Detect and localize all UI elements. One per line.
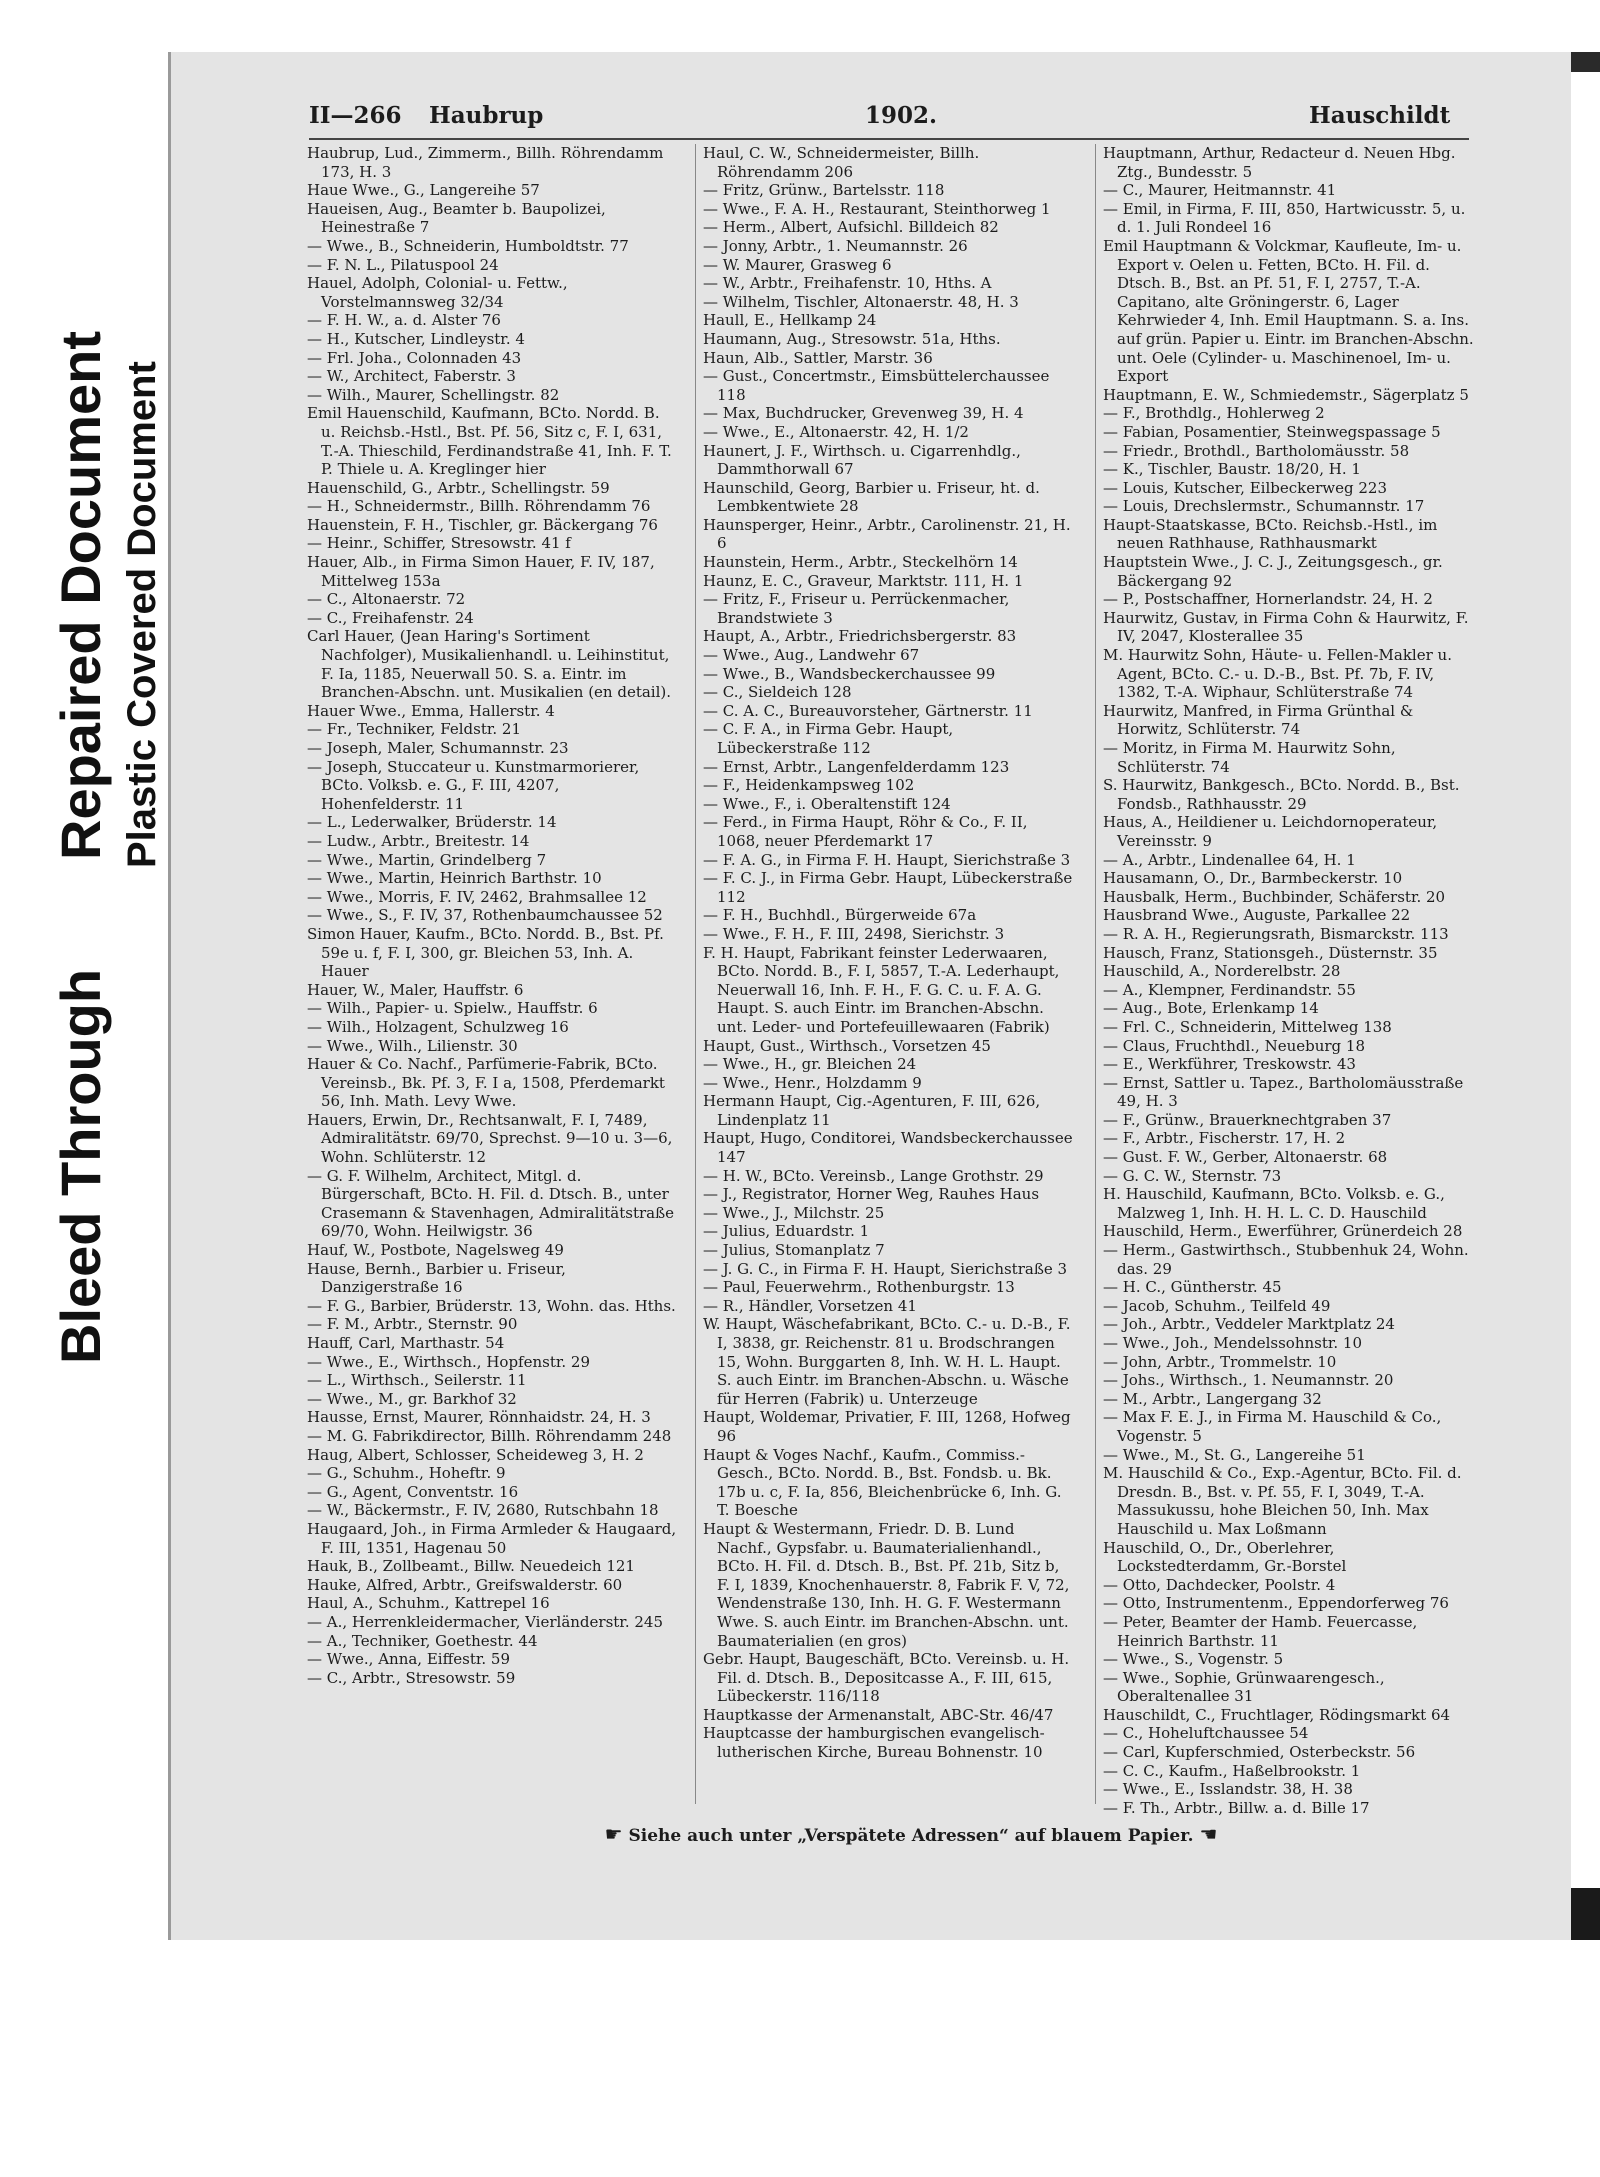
directory-entry: — F. Th., Arbtr., Billw. a. d. Bille 17 bbox=[1103, 1798, 1370, 1817]
directory-entry: — Fritz, Grünw., Bartelsstr. 118 bbox=[703, 181, 945, 200]
directory-entry: Hauf, W., Postbote, Nagelsweg 49 bbox=[307, 1241, 564, 1260]
directory-entry: — M., Arbtr., Langergang 32 bbox=[1103, 1389, 1322, 1408]
directory-entry: Hauer & Co. Nachf., Parfümerie-Fabrik, BCto. Vereinsb., Bk. Pf. 3, F. I a, 1508, Pferdemarkt 56, Inh. Math. Levy Wwe. bbox=[307, 1055, 665, 1111]
directory-entry: — F. C. J., in Firma Gebr. Haupt, Lübeckerstraße 112 bbox=[703, 869, 1073, 906]
directory-entry: — R. A. H., Regierungsrath, Bismarckstr. 113 bbox=[1103, 924, 1449, 943]
pointing-hand-icon: ☛ bbox=[604, 1822, 623, 1846]
directory-entry: — F., Grünw., Brauerknechtgraben 37 bbox=[1103, 1110, 1392, 1129]
column-divider bbox=[695, 144, 696, 1804]
directory-entry: F. H. Haupt, Fabrikant feinster Lederwaaren, BCto. Nordd. B., F. I, 5857, T.-A. Lederhaupt, Neuerwall 16, Inh. F. H., F. G. C. u. F. A. G. Haupt. S. auch Eintr. im Branchen-Abschn. unt. Leder- und Portefeuillewaaren (Fabrik) bbox=[703, 943, 1060, 1036]
page-number: II—266 bbox=[309, 102, 402, 129]
directory-entry: Haueisen, Aug., Beamter b. Baupolizei, Heinestraße 7 bbox=[307, 199, 606, 237]
directory-entry: — F., Heidenkampsweg 102 bbox=[703, 776, 915, 795]
directory-entry: — Ernst, Sattler u. Tapez., Bartholomäusstraße 49, H. 3 bbox=[1103, 1073, 1464, 1111]
directory-entry: Hauptcasse der hamburgischen evangelisch-lutherischen Kirche, Bureau Bohnenstr. 10 bbox=[703, 1724, 1045, 1762]
directory-entry: — C. C., Kaufm., Haßelbrookstr. 1 bbox=[1103, 1761, 1361, 1780]
directory-entry: Haug, Albert, Schlosser, Scheideweg 3, H. 2 bbox=[307, 1445, 644, 1464]
directory-entry: Haue Wwe., G., Langereihe 57 bbox=[307, 181, 540, 200]
directory-entry: — H. W., BCto. Vereinsb., Lange Grothstr. 29 bbox=[703, 1166, 1044, 1185]
directory-entry: — C. F. A., in Firma Gebr. Haupt, Lübeckerstraße 112 bbox=[703, 720, 954, 757]
directory-entry: — F. A. G., in Firma F. H. Haupt, Sierichstraße 3 bbox=[703, 850, 1071, 869]
directory-entry: Hauke, Alfred, Arbtr., Greifswalderstr. 60 bbox=[307, 1575, 623, 1594]
directory-entry: Haul, A., Schuhm., Kattrepel 16 bbox=[307, 1594, 550, 1613]
directory-entry: Haubrup, Lud., Zimmerm., Billh. Röhrendamm 173, H. 3 bbox=[307, 144, 664, 181]
directory-entry: — Wwe., Morris, F. IV, 2462, Brahmsallee 12 bbox=[307, 887, 647, 906]
page-header bbox=[309, 102, 1459, 136]
directory-entry: — H. C., Güntherstr. 45 bbox=[1103, 1278, 1282, 1297]
directory-entry: — Fabian, Posamentier, Steinwegspassage 5 bbox=[1103, 422, 1441, 441]
directory-entry: — Carl, Kupferschmied, Osterbeckstr. 56 bbox=[1103, 1743, 1416, 1762]
directory-entry: — Paul, Feuerwehrm., Rothenburgstr. 13 bbox=[703, 1278, 1015, 1297]
directory-entry: — J., Registrator, Horner Weg, Rauhes Haus bbox=[703, 1185, 1040, 1204]
directory-entry: — Wilh., Papier- u. Spielw., Hauffstr. 6 bbox=[307, 999, 598, 1018]
directory-entry: — F. H., Buchhdl., Bürgerweide 67a bbox=[703, 906, 977, 925]
directory-entry: — Wwe., B., Wandsbeckerchaussee 99 bbox=[703, 664, 996, 683]
directory-entry: Hauschild, A., Norderelbstr. 28 bbox=[1103, 962, 1341, 981]
directory-entry: — Joh., Arbtr., Veddeler Marktplatz 24 bbox=[1103, 1315, 1395, 1334]
header-rule bbox=[309, 138, 1469, 140]
directory-entry: — W., Architect, Faberstr. 3 bbox=[307, 367, 516, 386]
directory-entry: M. Hauschild & Co., Exp.-Agentur, BCto. Fil. d. Dresdn. B., Bst. v. Pf. 55, F. I, 3049, T.-A. Massukussu, hohe Bleichen 50, Inh. Max Hauschild u. Max Loßmann bbox=[1103, 1464, 1462, 1538]
directory-entry: — Jacob, Schuhm., Teilfeld 49 bbox=[1103, 1296, 1331, 1315]
directory-entry: — C., Maurer, Heitmannstr. 41 bbox=[1103, 181, 1337, 200]
directory-entry: Hauel, Adolph, Colonial- u. Fettw., Vorstelmannsweg 32/34 bbox=[307, 274, 568, 311]
directory-entry: — Wwe., M., St. G., Langereihe 51 bbox=[1103, 1445, 1366, 1464]
directory-entry: Haurwitz, Gustav, in Firma Cohn & Haurwitz, F. IV, 2047, Klosterallee 35 bbox=[1103, 608, 1469, 646]
column-2 bbox=[703, 144, 1073, 1762]
directory-entry: — Fritz, F., Friseur u. Perrückenmacher, Brandstwiete 3 bbox=[703, 590, 1010, 627]
directory-entry: — C., Freihafenstr. 24 bbox=[307, 608, 474, 627]
directory-page bbox=[168, 52, 1571, 1940]
directory-entry: — Wilhelm, Tischler, Altonaerstr. 48, H. 3 bbox=[703, 292, 1019, 311]
directory-entry: Hausch, Franz, Stationsgeh., Düsternstr. 35 bbox=[1103, 943, 1438, 962]
directory-entry: — Ludw., Arbtr., Breitestr. 14 bbox=[307, 831, 530, 850]
directory-entry: — Max, Buchdrucker, Grevenweg 39, H. 4 bbox=[703, 404, 1024, 423]
directory-entry: W. Haupt, Wäschefabrikant, BCto. C.- u. D.-B., F. I, 3838, gr. Reichenstr. 81 u. Brodschrangen 15, Wohn. Burggarten 8, Inh. W. H. L. Haupt. S. auch Eintr. im Branchen-Abschn. u. Wäsche für Herren (Fabrik) u. Unterzeuge bbox=[703, 1315, 1071, 1408]
column-1 bbox=[307, 144, 677, 1687]
directory-entry: Hause, Bernh., Barbier u. Friseur, Danzigerstraße 16 bbox=[307, 1259, 566, 1297]
directory-entry: — A., Techniker, Goethestr. 44 bbox=[307, 1631, 538, 1650]
directory-entry: — Wwe., Martin, Heinrich Barthstr. 10 bbox=[307, 869, 602, 888]
directory-entry: Hauschildt, C., Fruchtlager, Rödingsmarkt 64 bbox=[1103, 1705, 1451, 1724]
directory-entry: — F. M., Arbtr., Sternstr. 90 bbox=[307, 1315, 518, 1334]
directory-entry: Haurwitz, Manfred, in Firma Grünthal & Horwitz, Schlüterstr. 74 bbox=[1103, 701, 1414, 739]
directory-entry: Hausbalk, Herm., Buchbinder, Schäferstr. 20 bbox=[1103, 887, 1446, 906]
directory-entry: Gebr. Haupt, Baugeschäft, BCto. Vereinsb. u. H. Fil. d. Dtsch. B., Depositcasse A., F. III, 615, Lübeckerstr. 116/118 bbox=[703, 1650, 1070, 1706]
directory-entry: — Herm., Gastwirthsch., Stubbenhuk 24, Wohn. das. 29 bbox=[1103, 1241, 1469, 1278]
bleed-through-label: Bleed Through bbox=[49, 968, 112, 1364]
directory-entry: — Wwe., Wilh., Lilienstr. 30 bbox=[307, 1036, 518, 1055]
directory-entry: Haupt & Voges Nachf., Kaufm., Commiss.-Gesch., BCto. Nordd. B., Bst. Fondsb. u. Bk. 17b u. c, F. Ia, 856, Bleichenbrücke 6, Inh. G. T. Boesche bbox=[703, 1445, 1062, 1520]
directory-entry: — F., Brothdlg., Hohlerweg 2 bbox=[1103, 404, 1325, 423]
directory-entry: — Wwe., F., i. Oberaltenstift 124 bbox=[703, 794, 951, 813]
directory-entry: Hausamann, O., Dr., Barmbeckerstr. 10 bbox=[1103, 869, 1403, 888]
directory-entry: Hauers, Erwin, Dr., Rechtsanwalt, F. I, 7489, Admiralitätstr. 69/70, Sprechst. 9—10 u. 3—6, Wohn. Schlüterstr. 12 bbox=[307, 1110, 673, 1167]
directory-entry: Hauenstein, F. H., Tischler, gr. Bäckergang 76 bbox=[307, 515, 658, 534]
directory-entry: Hauptmann, Arthur, Redacteur d. Neuen Hbg. Ztg., Bundesstr. 5 bbox=[1103, 144, 1456, 181]
directory-entry: Hauenschild, G., Arbtr., Schellingstr. 59 bbox=[307, 478, 610, 497]
directory-entry: — C., Hoheluftchaussee 54 bbox=[1103, 1724, 1309, 1743]
directory-entry: — W., Arbtr., Freihafenstr. 10, Hths. A bbox=[703, 274, 992, 293]
directory-entry: — Wwe., B., Schneiderin, Humboldtstr. 77 bbox=[307, 236, 629, 255]
directory-entry: — Herm., Albert, Aufsichl. Billdeich 82 bbox=[703, 218, 999, 237]
directory-entry: Haul, C. W., Schneidermeister, Billh. Röhrendamm 206 bbox=[703, 144, 980, 181]
directory-entry: Haus, A., Heildiener u. Leichdornoperateur, Vereinsstr. 9 bbox=[1103, 813, 1438, 850]
directory-entry: — Frl. C., Schneiderin, Mittelweg 138 bbox=[1103, 1017, 1392, 1036]
directory-entry: — F., Arbtr., Fischerstr. 17, H. 2 bbox=[1103, 1129, 1346, 1148]
directory-entry: — A., Klempner, Ferdinandstr. 55 bbox=[1103, 980, 1356, 999]
directory-entry: Haunz, E. C., Graveur, Marktstr. 111, H. 1 bbox=[703, 571, 1024, 590]
directory-entry: Hauk, B., Zollbeamt., Billw. Neuedeich 121 bbox=[307, 1557, 635, 1576]
directory-entry: Emil Hauptmann & Volckmar, Kaufleute, Im- u. Export v. Oelen u. Fetten, BCto. H. Fil. d. Dtsch. B., Bst. an Pf. 51, F. I, 2757, T.-A. Capitano, alte Gröningerstr. 6, Lager Kehrwieder 4, Inh. Emil Hauptmann. S. a. Ins. auf grün. Papier u. Eintr. im Branchen-Abschn. unt. Oele (Cylinder- u. Maschinenoel, Im- u. Export bbox=[1103, 236, 1474, 386]
directory-entry: — F. H. W., a. d. Alster 76 bbox=[307, 311, 501, 330]
directory-entry: Haupt, Woldemar, Privatier, F. III, 1268, Hofweg 96 bbox=[703, 1408, 1071, 1445]
column-divider bbox=[1095, 144, 1096, 1804]
directory-entry: Hauer, Alb., in Firma Simon Hauer, F. IV, 187, Mittelweg 153a bbox=[307, 553, 655, 590]
directory-entry: — Wwe., E., Wirthsch., Hopfenstr. 29 bbox=[307, 1352, 591, 1371]
directory-entry: — Wwe., Joh., Mendelssohnstr. 10 bbox=[1103, 1334, 1363, 1352]
directory-entry: — Frl. Joha., Colonnaden 43 bbox=[307, 348, 522, 367]
directory-entry: Haupt, Gust., Wirthsch., Vorsetzen 45 bbox=[703, 1036, 991, 1055]
directory-entry: — C., Sieldeich 128 bbox=[703, 683, 852, 702]
directory-entry: — Wwe., M., gr. Barkhof 32 bbox=[307, 1389, 517, 1408]
directory-entry: — Louis, Drechslermstr., Schumannstr. 17 bbox=[1103, 497, 1425, 516]
directory-entry: — Louis, Kutscher, Eilbeckerweg 223 bbox=[1103, 478, 1387, 497]
directory-entry: — A., Herrenkleidermacher, Vierländerstr. 245 bbox=[307, 1612, 663, 1631]
pointing-hand-icon: ☚ bbox=[1199, 1822, 1218, 1846]
directory-entry: Emil Hauenschild, Kaufmann, BCto. Nordd. B. u. Reichsb.-Hstl., Bst. Pf. 56, Sitz c, F. I, 631, T.-A. Thieschild, Ferdinandstraße 41, Inh. F. T. P. Thiele u. A. Kreglinger hier bbox=[307, 404, 672, 479]
directory-entry: M. Haurwitz Sohn, Häute- u. Fellen-Makler u. Agent, BCto. C.- u. D.-B., Bst. Pf. 7b, F. IV, 1382, T.-A. Wiphaur, Schlüterstraße 74 bbox=[1103, 646, 1452, 702]
footer-text: Siehe auch unter „Verspätete Adressen“ auf blauem Papier. bbox=[628, 1826, 1194, 1846]
directory-entry: Hauptmann, E. W., Schmiedemstr., Sägerplatz 5 bbox=[1103, 385, 1469, 404]
directory-entry: Simon Hauer, Kaufm., BCto. Nordd. B., Bst. Pf. 59e u. f, F. I, 300, gr. Bleichen 53, Inh. A. Hauer bbox=[307, 924, 664, 981]
directory-entry: H. Hauschild, Kaufmann, BCto. Volksb. e. G., Malzweg 1, Inh. H. H. L. C. D. Hauschild bbox=[1103, 1185, 1445, 1222]
directory-entry: Hauer, W., Maler, Hauffstr. 6 bbox=[307, 980, 524, 999]
directory-entry: Hauff, Carl, Marthastr. 54 bbox=[307, 1334, 505, 1352]
directory-entry: Hauptstein Wwe., J. C. J., Zeitungsgesch., gr. Bäckergang 92 bbox=[1103, 553, 1443, 590]
header-right-word: Hauschildt bbox=[1309, 102, 1451, 129]
directory-entry: — Fr., Techniker, Feldstr. 21 bbox=[307, 720, 521, 739]
directory-entry: — Friedr., Brothdl., Bartholomäusstr. 58 bbox=[1103, 441, 1410, 460]
directory-entry: — K., Tischler, Baustr. 18/20, H. 1 bbox=[1103, 460, 1361, 479]
directory-entry: — Wwe., Sophie, Grünwaarengesch., Oberaltenallee 31 bbox=[1103, 1668, 1385, 1706]
directory-entry: — W., Bäckermstr., F. IV, 2680, Rutschbahn 18 bbox=[307, 1501, 659, 1520]
directory-entry: Carl Hauer, (Jean Haring's Sortiment Nachfolger), Musikalienhandl. u. Leihinstitut, F. Ia, 1185, Neuerwall 50. S. a. Eintr. im Branchen-Abschn. unt. Musikalien (en detail). bbox=[307, 627, 672, 702]
directory-entry: — Moritz, in Firma M. Haurwitz Sohn, Schlüterstr. 74 bbox=[1103, 739, 1396, 776]
directory-entry: — Wwe., E., Isslandstr. 38, H. 38 bbox=[1103, 1780, 1353, 1799]
directory-entry: — Wwe., Aug., Landwehr 67 bbox=[703, 646, 920, 665]
directory-entry: — Peter, Beamter der Hamb. Feuercasse, Heinrich Barthstr. 11 bbox=[1103, 1612, 1418, 1650]
directory-entry: Haunert, J. F., Wirthsch. u. Cigarrenhdlg., Dammthorwall 67 bbox=[703, 441, 1021, 479]
directory-entry: — Julius, Stomanplatz 7 bbox=[703, 1241, 885, 1260]
directory-entry: — R., Händler, Vorsetzen 41 bbox=[703, 1296, 917, 1315]
directory-entry: — F. N. L., Pilatuspool 24 bbox=[307, 255, 499, 274]
directory-entry: — Wwe., F. H., F. III, 2498, Sierichstr. 3 bbox=[703, 924, 1005, 943]
directory-entry: — Julius, Eduardstr. 1 bbox=[703, 1222, 870, 1241]
directory-entry: Hauptkasse der Armenanstalt, ABC-Str. 46/47 bbox=[703, 1705, 1054, 1724]
directory-entry: S. Haurwitz, Bankgesch., BCto. Nordd. B., Bst. Fondsb., Rathhausstr. 29 bbox=[1103, 776, 1460, 813]
directory-entry: — Wwe., S., Vogenstr. 5 bbox=[1103, 1650, 1284, 1669]
directory-entry: — Wwe., Martin, Grindelberg 7 bbox=[307, 850, 547, 869]
directory-entry: — Claus, Fruchthdl., Neueburg 18 bbox=[1103, 1036, 1366, 1055]
directory-entry: — Ernst, Arbtr., Langenfelderdamm 123 bbox=[703, 757, 1010, 776]
directory-entry: Hauer Wwe., Emma, Hallerstr. 4 bbox=[307, 701, 555, 720]
directory-entry: — C., Arbtr., Stresowstr. 59 bbox=[307, 1668, 516, 1687]
directory-entry: — Emil, in Firma, F. III, 850, Hartwicusstr. 5, u. d. 1. Juli Rondeel 16 bbox=[1103, 199, 1466, 237]
header-year: 1902. bbox=[865, 102, 938, 129]
directory-entry: — Ferd., in Firma Haupt, Röhr & Co., F. II, 1068, neuer Pferdemarkt 17 bbox=[703, 813, 1028, 850]
directory-entry: Haugaard, Joh., in Firma Armleder & Haugaard, F. III, 1351, Hagenau 50 bbox=[307, 1519, 677, 1557]
directory-entry: Hausse, Ernst, Maurer, Rönnhaidstr. 24, H. 3 bbox=[307, 1408, 651, 1427]
directory-entry: — Wwe., J., Milchstr. 25 bbox=[703, 1203, 885, 1222]
directory-entry: — G. C. W., Sternstr. 73 bbox=[1103, 1166, 1282, 1185]
directory-entry: — H., Schneidermstr., Billh. Röhrendamm 76 bbox=[307, 497, 651, 516]
directory-entry: — Aug., Bote, Erlenkamp 14 bbox=[1103, 999, 1319, 1018]
directory-entry: — Wwe., E., Altonaerstr. 42, H. 1/2 bbox=[703, 422, 969, 441]
directory-entry: — Johs., Wirthsch., 1. Neumannstr. 20 bbox=[1103, 1371, 1394, 1390]
directory-entry: Hermann Haupt, Cig.-Agenturen, F. III, 626, Lindenplatz 11 bbox=[703, 1092, 1041, 1129]
directory-entry: — P., Postschaffner, Hornerlandstr. 24, H. 2 bbox=[1103, 590, 1433, 609]
directory-entry: Haunschild, Georg, Barbier u. Friseur, ht. d. Lembkentwiete 28 bbox=[703, 478, 1040, 516]
directory-entry: — E., Werkführer, Treskowstr. 43 bbox=[1103, 1055, 1356, 1074]
directory-entry: Hausbrand Wwe., Auguste, Parkallee 22 bbox=[1103, 906, 1411, 925]
directory-entry: Haupt & Westermann, Friedr. D. B. Lund Nachf., Gypsfabr. u. Baumaterialienhandl., BCto. H. Fil. d. Dtsch. B., Bst. Pf. 21b, Sitz b, F. I, 1839, Knochenhauerstr. 8, Fabrik F. V, 72, Wendenstraße 130, Inh. H. G. F. Westermann Wwe. S. auch Eintr. im Branchen-Abschn. unt. Baumaterialien (en gros) bbox=[703, 1519, 1070, 1650]
directory-entry: — Joseph, Stuccateur u. Kunstmarmorierer, BCto. Volksb. e. G., F. III, 4207, Hohenfelderstr. 11 bbox=[307, 757, 640, 813]
column-3 bbox=[1103, 144, 1478, 1817]
directory-entry: — Jonny, Arbtr., 1. Neumannstr. 26 bbox=[703, 236, 968, 255]
directory-entry: — Max F. E. J., in Firma M. Hauschild & Co., Vogenstr. 5 bbox=[1103, 1408, 1442, 1445]
directory-entry: — Wwe., S., F. IV, 37, Rothenbaumchaussee 52 bbox=[307, 906, 663, 925]
directory-entry: — Joseph, Maler, Schumannstr. 23 bbox=[307, 739, 569, 757]
directory-entry: Hauschild, Herm., Ewerführer, Grünerdeich 28 bbox=[1103, 1222, 1463, 1241]
directory-entry: — L., Lederwalker, Brüderstr. 14 bbox=[307, 813, 557, 832]
directory-entry: — F. G., Barbier, Brüderstr. 13, Wohn. das. Hths. bbox=[307, 1296, 676, 1315]
header-left-word: Haubrup bbox=[429, 102, 544, 129]
directory-entry: Haupt-Staatskasse, BCto. Reichsb.-Hstl., im neuen Rathhause, Rathhausmarkt bbox=[1103, 515, 1438, 553]
directory-entry: — Wwe., Henr., Holzdamm 9 bbox=[703, 1073, 922, 1092]
directory-entry: — J. G. C., in Firma F. H. Haupt, Sierichstraße 3 bbox=[703, 1259, 1068, 1278]
footer-note bbox=[511, 1822, 1311, 1846]
directory-entry: — W. Maurer, Grasweg 6 bbox=[703, 255, 892, 274]
directory-entry: — Otto, Instrumentenm., Eppendorferweg 76 bbox=[1103, 1594, 1449, 1613]
directory-entry: — Wilh., Maurer, Schellingstr. 82 bbox=[307, 385, 560, 404]
directory-entry: — C., Altonaerstr. 72 bbox=[307, 590, 466, 609]
plastic-covered-label: Plastic Covered Document bbox=[120, 361, 164, 868]
directory-entry: — M. G. Fabrikdirector, Billh. Röhrendamm 248 bbox=[307, 1426, 672, 1445]
directory-entry: — Gust. F. W., Gerber, Altonaerstr. 68 bbox=[1103, 1148, 1388, 1167]
directory-entry: — John, Arbtr., Trommelstr. 10 bbox=[1103, 1352, 1337, 1371]
directory-entry: — H., Kutscher, Lindleystr. 4 bbox=[307, 329, 525, 348]
directory-entry: Haun, Alb., Sattler, Marstr. 36 bbox=[703, 348, 933, 367]
directory-entry: — C. A. C., Bureauvorsteher, Gärtnerstr. 11 bbox=[703, 701, 1033, 720]
directory-entry: Haupt, A., Arbtr., Friedrichsbergerstr. 83 bbox=[703, 627, 1017, 646]
directory-entry: — G., Agent, Conventstr. 16 bbox=[307, 1482, 519, 1501]
directory-entry: — Gust., Concertmstr., Eimsbüttelerchaussee 118 bbox=[703, 367, 1050, 404]
directory-entry: — Wwe., F. A. H., Restaurant, Steinthorweg 1 bbox=[703, 199, 1051, 218]
directory-entry: Haupt, Hugo, Conditorei, Wandsbeckerchaussee 147 bbox=[703, 1129, 1073, 1167]
directory-entry: — G. F. Wilhelm, Architect, Mitgl. d. Bürgerschaft, BCto. H. Fil. d. Dtsch. B., unter Crasemann & Stavenhagen, Admiralitätstraße 69/70, Wohn. Heilwigstr. 36 bbox=[307, 1166, 674, 1241]
directory-entry: Haull, E., Hellkamp 24 bbox=[703, 311, 877, 330]
directory-entry: — Wwe., H., gr. Bleichen 24 bbox=[703, 1055, 917, 1074]
directory-entry: — A., Arbtr., Lindenallee 64, H. 1 bbox=[1103, 850, 1356, 869]
directory-entry: Haunstein, Herm., Arbtr., Steckelhörn 14 bbox=[703, 553, 1018, 572]
repaired-document-label: Repaired Document bbox=[49, 331, 112, 860]
directory-entry: — G., Schuhm., Hoheftr. 9 bbox=[307, 1464, 506, 1483]
directory-entry: — L., Wirthsch., Seilerstr. 11 bbox=[307, 1371, 527, 1390]
directory-entry: Hauschild, O., Dr., Oberlehrer, Lockstedterdamm, Gr.-Borstel bbox=[1103, 1538, 1347, 1576]
directory-entry: — Heinr., Schiffer, Stresowstr. 41 f bbox=[307, 534, 571, 553]
directory-entry: — Wwe., Anna, Eiffestr. 59 bbox=[307, 1650, 510, 1669]
directory-entry: — Wilh., Holzagent, Schulzweg 16 bbox=[307, 1017, 569, 1036]
directory-entry: Haunsperger, Heinr., Arbtr., Carolinenstr. 21, H. 6 bbox=[703, 515, 1071, 553]
directory-entry: Haumann, Aug., Stresowstr. 51a, Hths. bbox=[703, 329, 1001, 348]
directory-entry: — Otto, Dachdecker, Poolstr. 4 bbox=[1103, 1575, 1336, 1594]
